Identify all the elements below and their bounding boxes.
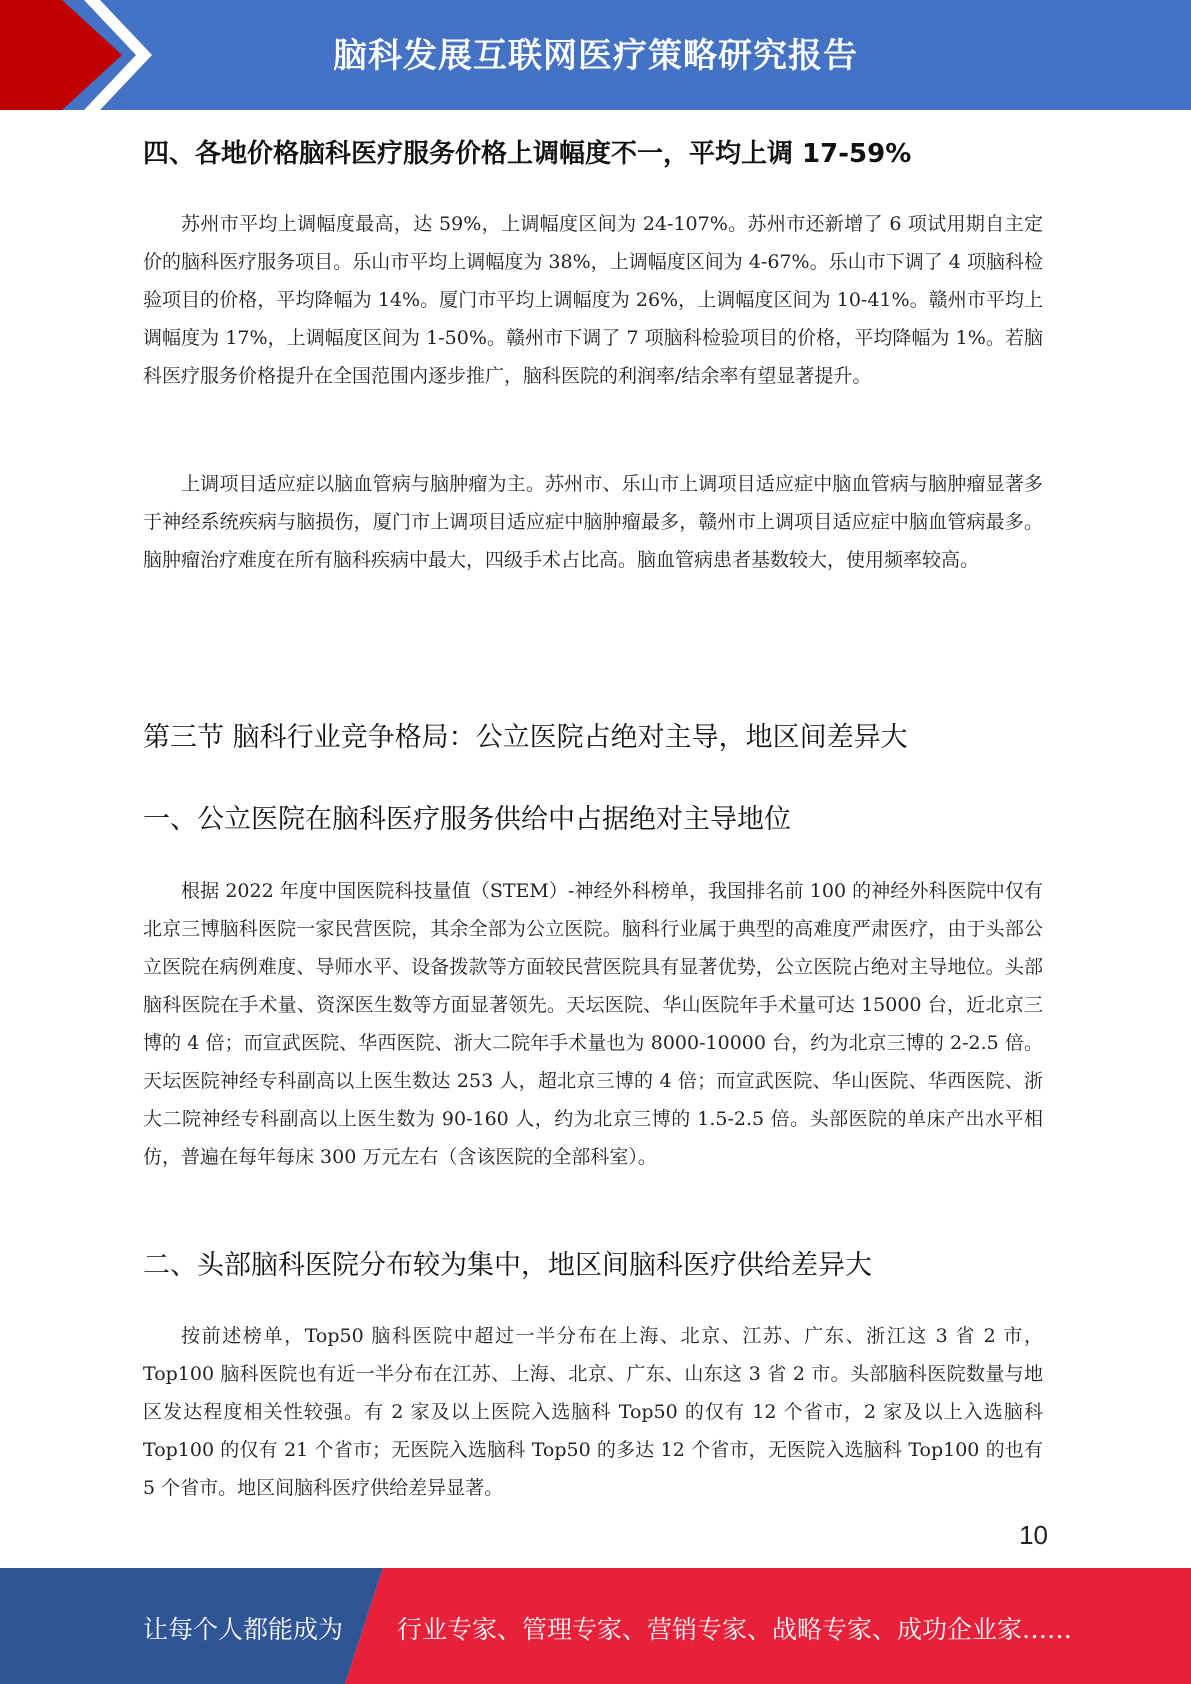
page-number: 10 xyxy=(1019,1520,1048,1550)
subsection-two-heading: 二、头部脑科医院分布较为集中，地区间脑科医疗供给差异大 xyxy=(143,1250,872,1281)
subsection-one-heading: 一、公立医院在脑科医疗服务供给中占据绝对主导地位 xyxy=(143,804,791,835)
section-three-heading: 第三节 脑科行业竞争格局：公立医院占绝对主导，地区间差异大 xyxy=(143,722,908,753)
header-band xyxy=(0,0,1191,110)
footer-band xyxy=(0,1568,1191,1684)
footer-slogan-right: 行业专家、管理专家、营销专家、战略专家、成功企业家…… xyxy=(397,1615,1073,1644)
section-four-heading: 四、各地价格脑科医疗服务价格上调幅度不一，平均上调 17-59% xyxy=(143,139,912,169)
section-four-paragraph-1: 苏州市平均上调幅度最高，达 59%，上调幅度区间为 24-107%。苏州市还新增了 6 项试用期自主定价的脑科医疗服务项目。乐山市平均上调幅度为 38%，上调幅度区间为 4-67%。乐山市下调了 4 项脑科检验项目的价格，平均降幅为 14%。厦门市平均上调幅度为 26%，上调幅度区间为 10-41%。赣州市平均上调幅度为 17%，上调幅度区间为 1-50%。赣州市下调了 7 项脑科检验项目的价格，平均降幅为 1%。若脑科医疗服务价格提升在全国范围内逐步推广，脑科医院的利润率/结余率有望显著提升。 xyxy=(143,213,1043,387)
subsection-one-paragraph: 根据 2022 年度中国医院科技量值（STEM）-神经外科榜单，我国排名前 100 的神经外科医院中仅有北京三博脑科医院一家民营医院，其余全部为公立医院。脑科行业属于典型的高难度严肃医疗，由于头部公立医院在病例难度、导师水平、设备拨款等方面较民营医院具有显著优势，公立医院占绝对主导地位。头部脑科医院在手术量、资深医生数等方面显著领先。天坛医院、华山医院年手术量可达 15000 台，近北京三博的 4 倍；而宣武医院、华西医院、浙大二院年手术量也为 8000-10000 台，约为北京三博的 2-2.5 倍。天坛医院神经专科副高以上医生数达 253 人，超北京三博的 4 倍；而宣武医院、华山医院、华西医院、浙大二院神经专科副高以上医生数为 90-160 人，约为北京三博的 1.5-2.5 倍。头部医院的单床产出水平相仿，普遍在每年每床 300 万元左右（含该医院的全部科室）。 xyxy=(143,880,1043,1168)
section-four-paragraph-2: 上调项目适应症以脑血管病与脑肿瘤为主。苏州市、乐山市上调项目适应症中脑血管病与脑肿瘤显著多于神经系统疾病与脑损伤，厦门市上调项目适应症中脑肿瘤最多，赣州市上调项目适应症中脑血管病最多。脑肿瘤治疗难度在所有脑科疾病中最大，四级手术占比高。脑血管病患者基数较大，使用频率较高。 xyxy=(143,473,1043,571)
footer-slogan-left: 让每个人都能成为 xyxy=(143,1615,344,1644)
report-title: 脑科发展互联网医疗策略研究报告 xyxy=(333,36,858,76)
subsection-two-paragraph: 按前述榜单，Top50 脑科医院中超过一半分布在上海、北京、江苏、广东、浙江这 3 省 2 市，Top100 脑科医院也有近一半分布在江苏、上海、北京、广东、山东这 3 省 2 市。头部脑科医院数量与地区发达程度相关性较强。有 2 家及以上医院入选脑科 Top50 的仅有 12 个省市，2 家及以上入选脑科 Top100 的仅有 21 个省市；无医院入选脑科 Top50 的多达 12 个省市，无医院入选脑科 Top100 的也有 5 个省市。地区间脑科医疗供给差异显著。 xyxy=(143,1325,1043,1499)
